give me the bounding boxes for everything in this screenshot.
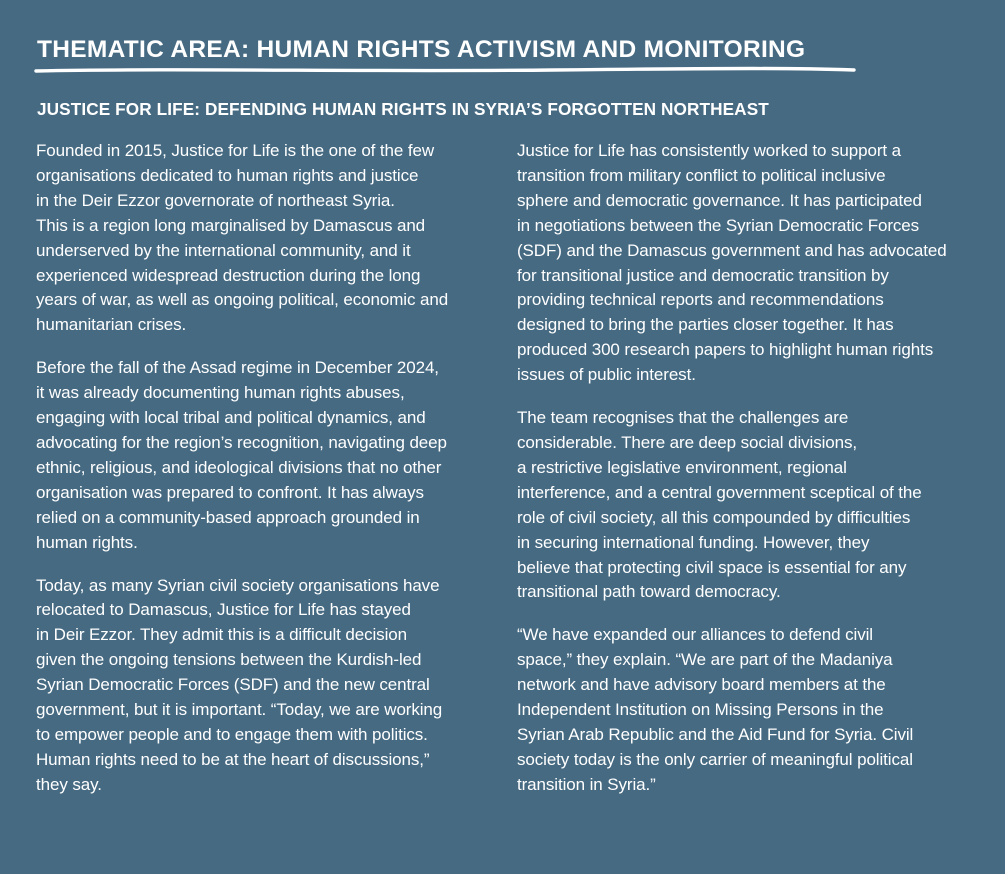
right-paragraph-2: The team recognises that the challenges are considerable. There are deep social divisions, a restrictive legislative environment, regional interference, and a central government sceptical of the role of civil society, all this compounded by difficulties in securing international funding. However, they believe that protecting civil space is essential for any transitional path toward democracy. [517, 408, 922, 602]
right-paragraph-1: Justice for Life has consistently worked to support a transition from military conflict to political inclusive sphere and democratic governance. It has participated in negotiations between the Syrian Democratic Forces (SDF) and the Damascus government and has advocated for transitional justice and democratic transition by providing technical reports and recommendations designed to bring the parties closer together. It has produced 300 research papers to highlight human rights issues of public interest. [517, 141, 947, 385]
left-paragraph-3: Today, as many Syrian civil society organisations have relocated to Damascus, Justice for Life has stayed in Deir Ezzor. They admit this is a difficult decision given the ongoing tensions between the Kurdish-led Syrian Democratic Forces (SDF) and the new central government, but it is important. “Today, we are working to empower people and to engage them with politics. Human rights need to be at the heart of discussions,” they say. [36, 575, 443, 794]
left-column [36, 139, 494, 816]
section-title: THEMATIC AREA: HUMAN RIGHTS ACTIVISM AND MONITORING [37, 36, 806, 63]
left-paragraph-2: Before the fall of the Assad regime in December 2024, it was already documenting human rights abuses, engaging with local tribal and political dynamics, and advocating for the region’s recognition, navigating deep ethnic, religious, and ideological divisions that no other organisation was prepared to confront. It has always relied on a community-based approach grounded in human rights. [36, 358, 447, 552]
right-column [517, 139, 972, 816]
right-paragraph-3: “We have expanded our alliances to defend civil space,” they explain. “We are part of the Madaniya network and have advisory board members at the Independent Institution on Missing Persons in the Syrian Arab Republic and the Aid Fund for Syria. Civil society today is the only carrier of meaningful political transition in Syria.” [517, 625, 914, 794]
article-subtitle: JUSTICE FOR LIFE: DEFENDING HUMAN RIGHTS IN SYRIA’S FORGOTTEN NORTHEAST [37, 99, 769, 119]
left-paragraph-1: Founded in 2015, Justice for Life is the one of the few organisations dedicated to human rights and justice in the Deir Ezzor governorate of northeast Syria. This is a region long marginalised by Damascus and underserved by the international community, and it experienced widespread destruction during the long years of war, as well as ongoing political, economic and humanitarian crises. [36, 141, 449, 335]
title-underline [34, 64, 856, 76]
